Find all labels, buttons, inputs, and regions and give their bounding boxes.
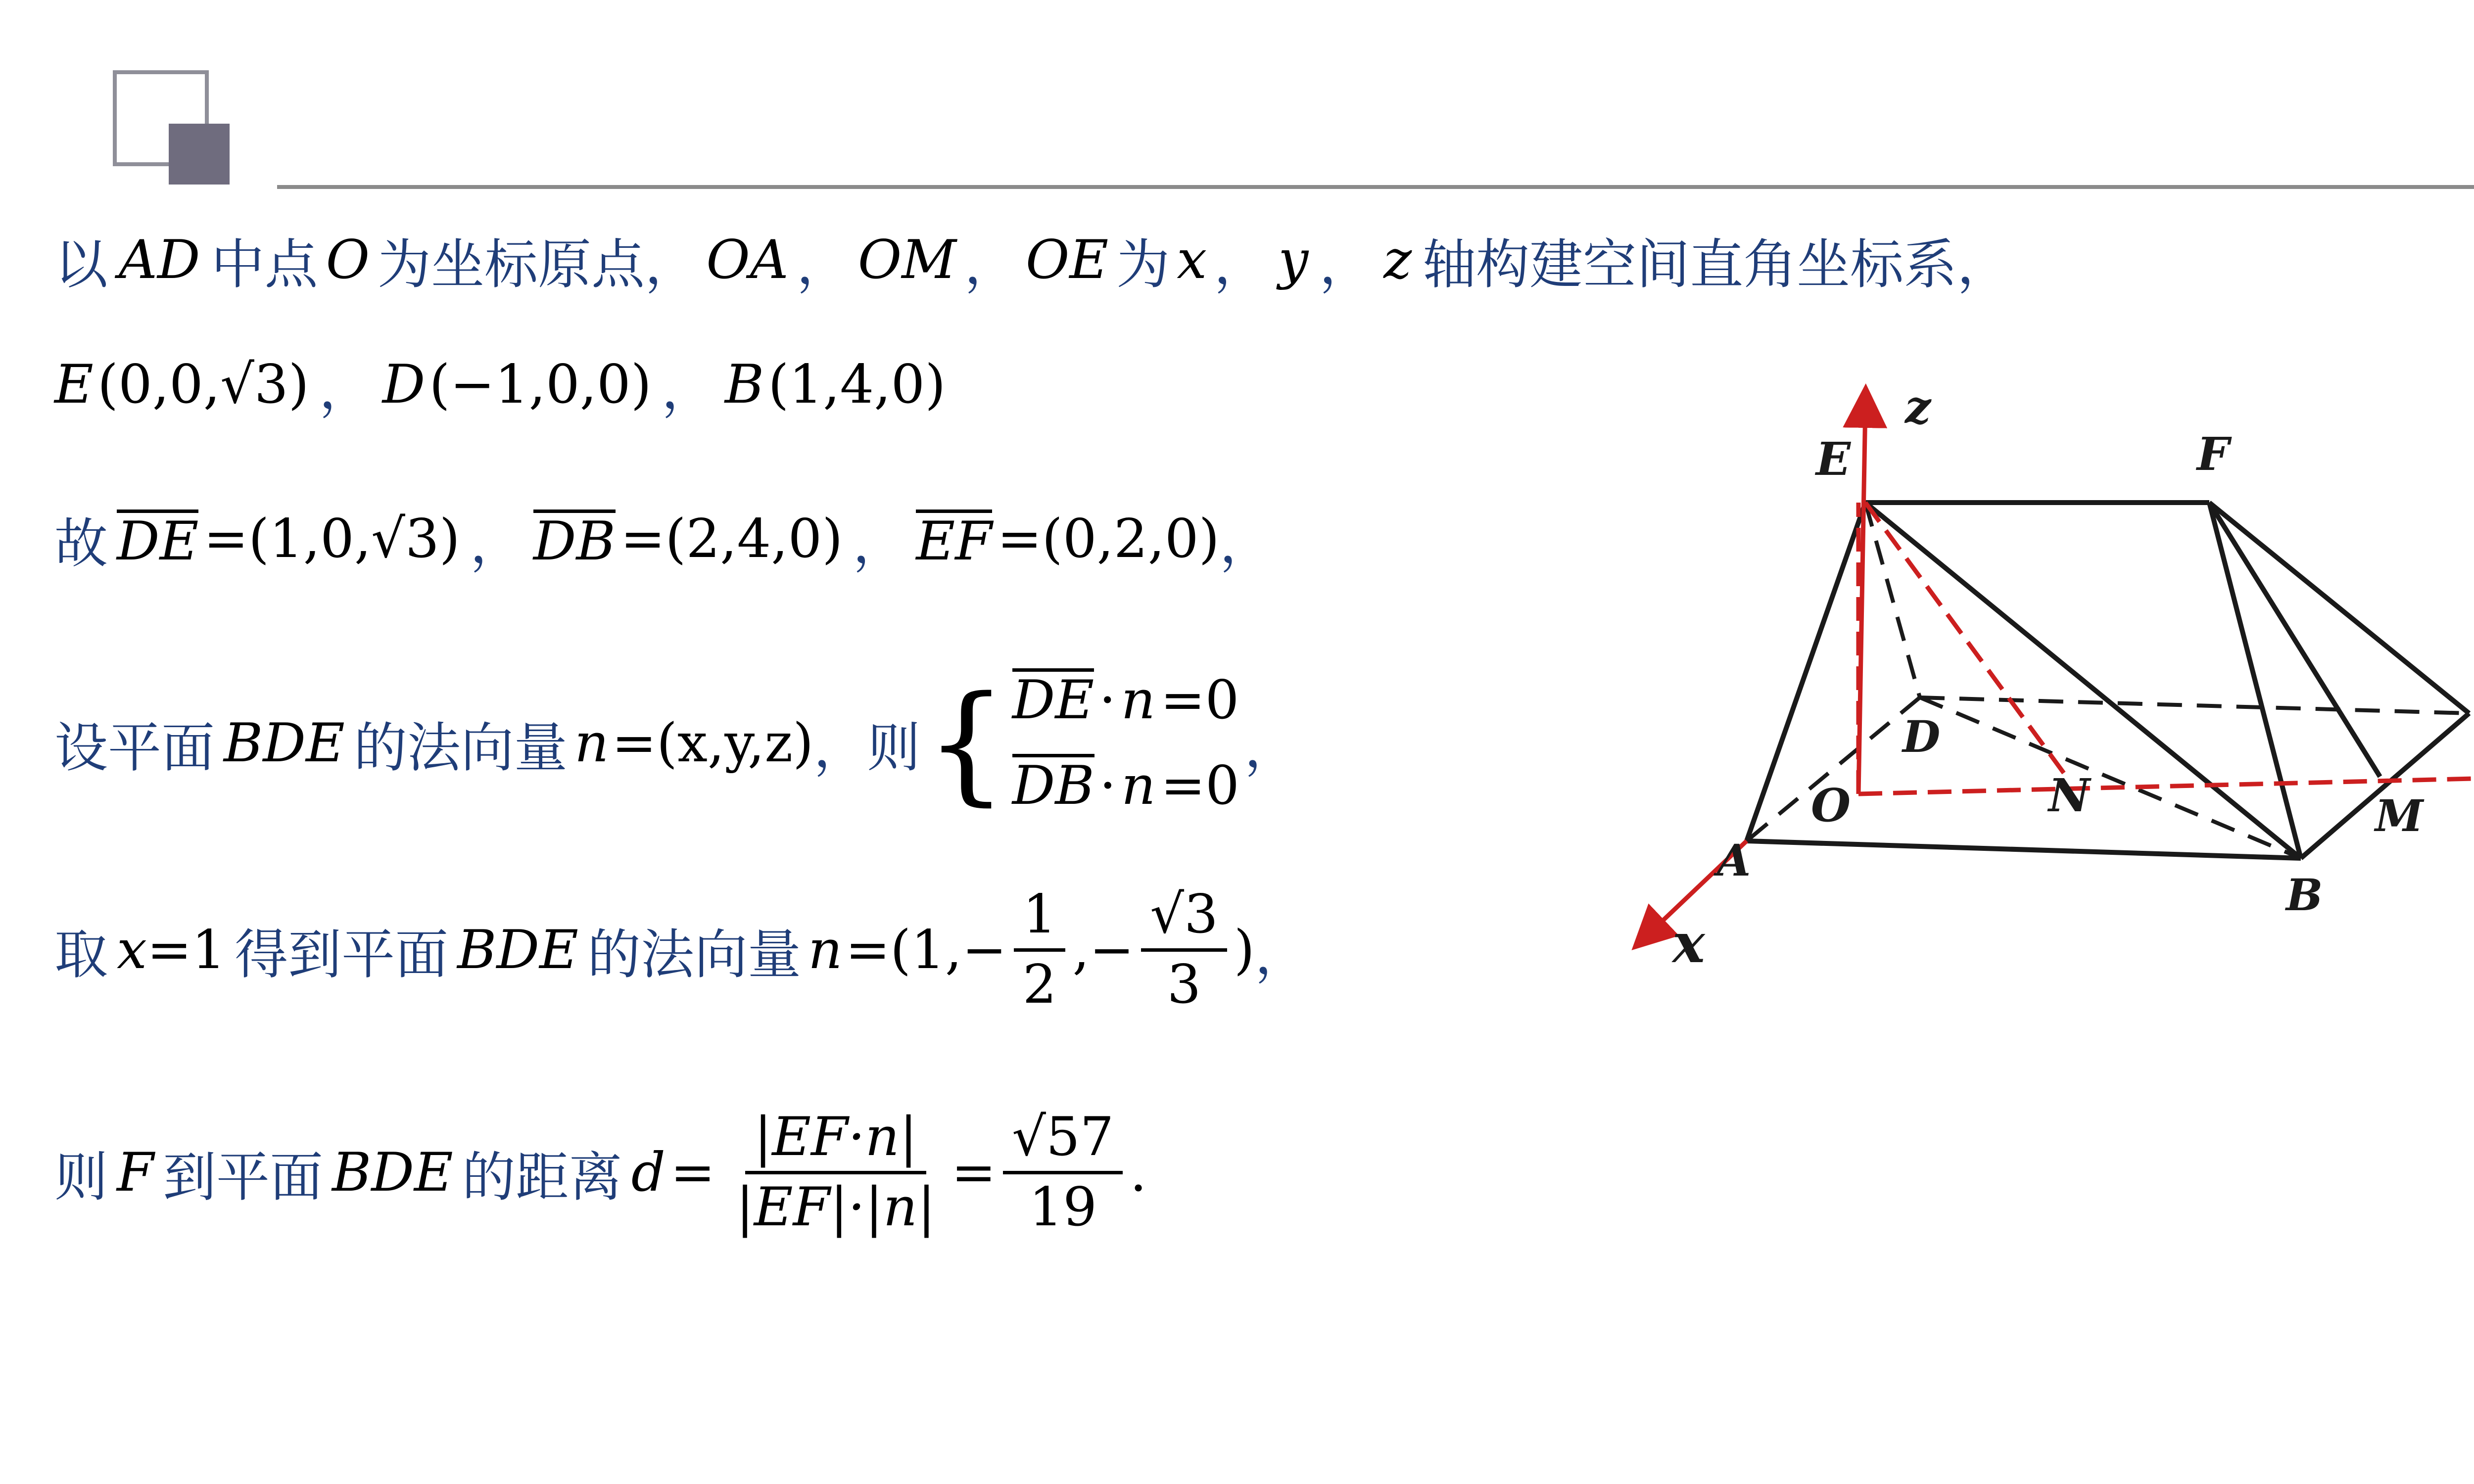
l3-sep2: ， bbox=[853, 513, 906, 575]
decor-filled-square bbox=[169, 124, 230, 185]
geometry-figure bbox=[1628, 376, 2474, 979]
result-denominator: 19 bbox=[1029, 1176, 1097, 1238]
l6-eq: = bbox=[670, 1141, 715, 1204]
l3-ef-value: =(0,2,0) bbox=[997, 508, 1220, 570]
l5-close: ) bbox=[1234, 919, 1255, 981]
l2-e: E bbox=[54, 354, 94, 416]
frac2-den: 3 bbox=[1167, 953, 1201, 1016]
l1-txt1: 为坐标原点， bbox=[378, 234, 699, 296]
axes bbox=[1648, 406, 2474, 935]
edge-fc bbox=[2209, 503, 2469, 713]
l2-d-coords: (−1,0,0) bbox=[429, 354, 652, 416]
vector-de: DE bbox=[117, 510, 199, 572]
l1-txt3: 轴构建空间直角坐标系， bbox=[1423, 234, 2011, 296]
label-d: D bbox=[1903, 711, 1941, 762]
l1-y: y bbox=[1278, 229, 1309, 291]
text-line-5 bbox=[54, 885, 1308, 1015]
eq1-dot: · bbox=[1099, 669, 1116, 731]
l1-z: z bbox=[1383, 229, 1412, 291]
edge-ed bbox=[1865, 503, 1920, 697]
distance-numerator: |EF·n| bbox=[745, 1108, 926, 1174]
l6-txt: 到平面 bbox=[162, 1146, 323, 1208]
l3-de-value: =(1,0,√3) bbox=[203, 508, 460, 570]
label-z: z bbox=[1905, 380, 1931, 434]
l1-sep3: ， bbox=[1214, 234, 1268, 296]
result-fraction bbox=[1003, 1108, 1123, 1237]
l1-sep4: ， bbox=[1319, 234, 1373, 296]
system-brace: { bbox=[925, 668, 1007, 818]
l1-txt2: 为 bbox=[1116, 234, 1170, 296]
l6-bde: BDE bbox=[332, 1141, 453, 1204]
l5-txt: 得到平面 bbox=[235, 924, 449, 986]
vector-ef: EF bbox=[916, 510, 993, 572]
l1-mid: 中点 bbox=[211, 234, 318, 296]
edge-dc bbox=[1920, 697, 2469, 713]
text-line-6 bbox=[54, 1108, 1147, 1237]
l5-pre: 取 bbox=[54, 924, 108, 986]
l6-txt2: 的距离 bbox=[462, 1146, 622, 1208]
l5-lead: =(1,− bbox=[845, 919, 1007, 981]
figure-labels bbox=[1671, 380, 2474, 975]
label-b: B bbox=[2286, 869, 2323, 921]
eq1-n: n bbox=[1121, 669, 1156, 731]
l3-end: ， bbox=[1219, 513, 1273, 575]
l6-d: d bbox=[631, 1141, 666, 1204]
l1-om: OM bbox=[857, 229, 956, 291]
label-e: E bbox=[1816, 432, 1851, 486]
l2-sep1: ， bbox=[319, 359, 373, 420]
label-f: F bbox=[2197, 427, 2230, 481]
l2-d: D bbox=[382, 354, 426, 416]
distance-denominator: |EF|·|n| bbox=[736, 1176, 936, 1238]
eq2-db: DB bbox=[1012, 754, 1094, 817]
l6-pre: 则 bbox=[54, 1146, 108, 1208]
l2-b: B bbox=[724, 354, 764, 416]
equation-2 bbox=[1012, 743, 1239, 829]
l1-sep2: ， bbox=[964, 234, 1018, 296]
equation-1 bbox=[1012, 658, 1239, 743]
eq2-n: n bbox=[1121, 754, 1156, 817]
l4-bde: BDE bbox=[224, 712, 345, 775]
label-n: N bbox=[2048, 769, 2091, 822]
l2-e-coords: (0,0,√3) bbox=[97, 354, 309, 416]
l5-mid: ,− bbox=[1072, 919, 1135, 981]
header-rule bbox=[277, 185, 2474, 189]
l3-pre: 故 bbox=[54, 513, 108, 575]
l4-end: ， bbox=[1244, 717, 1298, 780]
l3-db-value: =(2,4,0) bbox=[620, 508, 843, 570]
l1-sep1: ， bbox=[796, 234, 850, 296]
equation-system bbox=[1012, 658, 1239, 829]
l4-n-value: =(x,y,z) bbox=[612, 712, 814, 775]
fraction-root3-over-3 bbox=[1141, 885, 1227, 1015]
l4-then: ，则 bbox=[813, 717, 921, 780]
edge-fb bbox=[2209, 503, 2301, 858]
text-line-3 bbox=[54, 501, 1273, 577]
frac1-den: 2 bbox=[1022, 953, 1057, 1016]
text-line-4 bbox=[54, 658, 1298, 829]
text-line-1 bbox=[54, 222, 2010, 298]
edge-fm bbox=[2209, 503, 2380, 777]
edge-db bbox=[1920, 697, 2301, 858]
frac1-num: 1 bbox=[1014, 885, 1066, 952]
l6-end: . bbox=[1130, 1141, 1147, 1204]
l1-o: O bbox=[326, 229, 370, 291]
edge-ab bbox=[1747, 841, 2301, 858]
label-o: O bbox=[1811, 779, 1851, 832]
label-a: A bbox=[1717, 835, 1751, 886]
l1-oe: OE bbox=[1025, 229, 1109, 291]
l5-end: ， bbox=[1254, 924, 1308, 986]
l5-txt2: 的法向量 bbox=[587, 924, 801, 986]
l4-n: n bbox=[574, 712, 609, 775]
distance-fraction bbox=[727, 1108, 944, 1237]
frac2-num: √3 bbox=[1141, 885, 1227, 952]
l1-pre: 以 bbox=[54, 234, 108, 296]
eq2-dot: · bbox=[1099, 754, 1117, 817]
eq1-de: DE bbox=[1012, 669, 1094, 731]
fraction-one-half bbox=[1014, 885, 1066, 1015]
l5-x: x bbox=[117, 919, 147, 981]
l5-bde: BDE bbox=[457, 919, 578, 981]
solid-edges bbox=[1747, 503, 2469, 858]
label-x: x bbox=[1672, 911, 1705, 975]
l1-oa: OA bbox=[706, 229, 789, 291]
l5-eq: =1 bbox=[146, 919, 226, 981]
result-numerator: √57 bbox=[1003, 1108, 1123, 1174]
vector-db: DB bbox=[533, 510, 616, 572]
l5-n: n bbox=[808, 919, 843, 981]
label-m: M bbox=[2375, 790, 2424, 841]
text-line-2 bbox=[54, 346, 946, 423]
l1-ad: AD bbox=[119, 229, 200, 291]
l6-f: F bbox=[117, 1141, 154, 1204]
l1-x: x bbox=[1177, 229, 1207, 291]
l6-eq2: = bbox=[951, 1141, 997, 1204]
eq2-rhs: =0 bbox=[1160, 754, 1239, 817]
l3-sep1: ， bbox=[470, 513, 523, 575]
l2-b-coords: (1,4,0) bbox=[768, 354, 946, 416]
l2-sep2: ， bbox=[661, 359, 715, 420]
eq1-rhs: =0 bbox=[1160, 669, 1239, 731]
l4-pre: 设平面 bbox=[54, 717, 215, 780]
l4-txt: 的法向量 bbox=[353, 717, 568, 780]
